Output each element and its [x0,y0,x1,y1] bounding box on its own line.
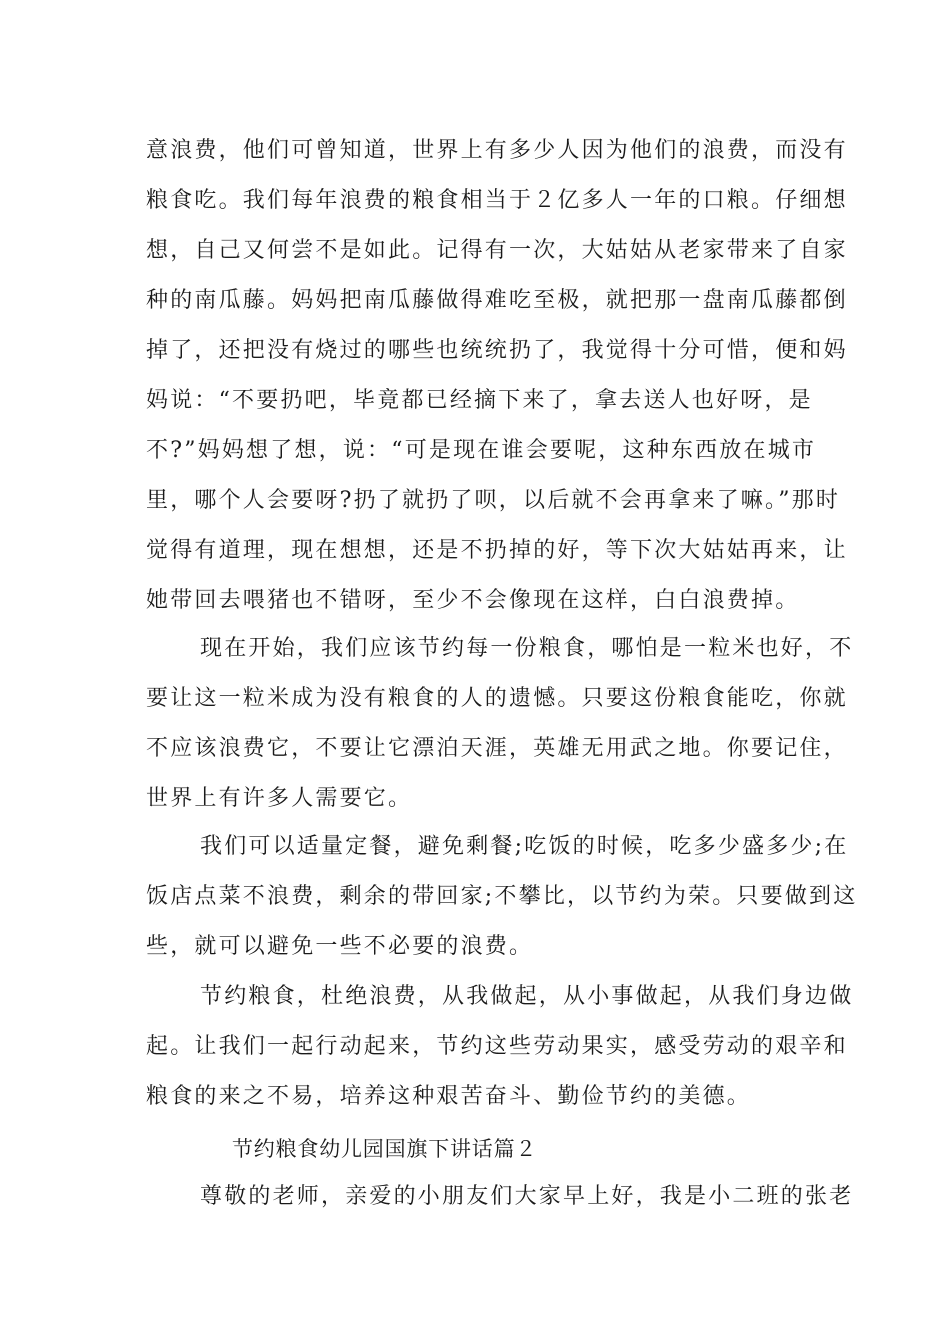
text-line: 意浪费，他们可曾知道，世界上有多少人因为他们的浪费，而没有 [146,138,848,163]
text-line: 不?”妈妈想了想，说：“可是现在谁会要呢，这种东西放在城市 [146,438,817,463]
paragraph-first-line: 我们可以适量定餐，避免剩餐;吃饭的时候，吃多少盛多少;在 [200,834,849,859]
section-heading: 节约粮食幼儿园国旗下讲话篇２ [232,1137,538,1161]
text-line: 粮食吃。我们每年浪费的粮食相当于２亿多人一年的口粮。仔细想 [146,188,848,213]
text-line: 世界上有许多人需要它。 [146,786,413,811]
text-line: 她带回去喂猪也不错呀，至少不会像现在这样，白白浪费掉。 [146,588,800,613]
paragraph-first-line: 节约粮食，杜绝浪费，从我做起，从小事做起，从我们身边做 [200,984,854,1009]
text-line: 起。让我们一起行动起来，节约这些劳动果实，感受劳动的艰辛和 [146,1034,848,1059]
text-line: 种的南瓜藤。妈妈把南瓜藤做得难吃至极，就把那一盘南瓜藤都倒 [146,288,848,313]
text-line: 妈说：“不要扔吧，毕竟都已经摘下来了，拿去送人也好呀，是 [146,388,813,413]
text-line: 觉得有道理，现在想想，还是不扔掉的好，等下次大姑姑再来，让 [146,538,848,563]
text-line: 要让这一粒米成为没有粮食的人的遗憾。只要这份粮食能吃，你就 [146,686,848,711]
text-line: 掉了，还把没有烧过的哪些也统统扔了，我觉得十分可惜，便和妈 [146,338,848,363]
paragraph-first-line: 尊敬的老师，亲爱的小朋友们大家早上好，我是小二班的张老 [200,1184,854,1209]
text-line: 想，自己又何尝不是如此。记得有一次，大姑姑从老家带来了自家 [146,238,848,263]
paragraph-first-line: 现在开始，我们应该节约每一份粮食，哪怕是一粒米也好，不 [200,636,854,661]
text-line: 不应该浪费它，不要让它漂泊天涯，英雄无用武之地。你要记住， [146,736,848,761]
text-line: 粮食的来之不易，培养这种艰苦奋斗、勤俭节约的美德。 [146,1084,752,1109]
text-line: 里，哪个人会要呀?扔了就扔了呗，以后就不会再拿来了嘛。”那时 [146,488,841,513]
text-line: 些，就可以避免一些不必要的浪费。 [146,934,534,959]
text-line: 饭店点菜不浪费，剩余的带回家;不攀比，以节约为荣。只要做到这 [146,884,858,909]
